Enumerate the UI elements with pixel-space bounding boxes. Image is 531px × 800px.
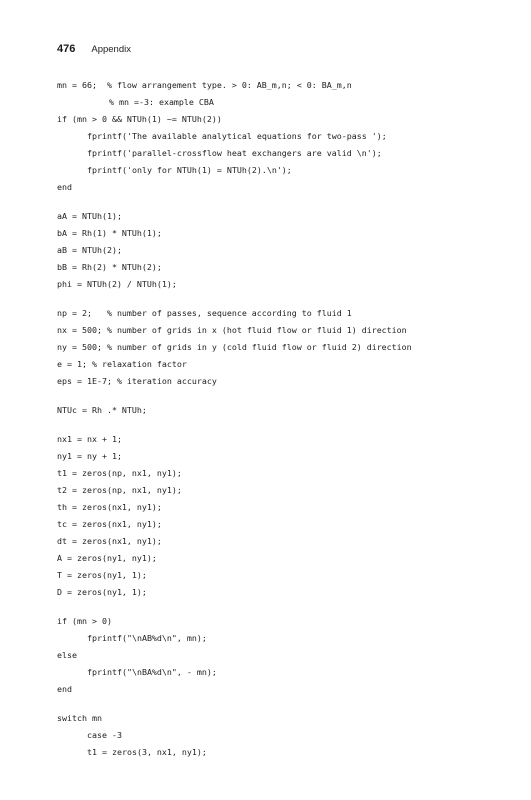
code-line: % mn =-3: example CBA [109,97,214,107]
code-line: phi = NTUh(2) / NTUh(1); [57,279,177,289]
code-line: aA = NTUh(1); [57,211,122,221]
code-line: np = 2; % number of passes, sequence according to fluid 1 [57,308,352,318]
code-line: nx1 = nx + 1; [57,434,122,444]
block-spacer [57,601,517,613]
code-line: eps = 1E-7; % iteration accuracy [57,376,217,386]
code-line: t2 = zeros(np, nx1, ny1); [57,485,182,495]
block-spacer [57,196,517,208]
block-spacer [57,419,517,431]
block-spacer [57,293,517,305]
code-line: if (mn > 0) [57,616,112,626]
running-head: Appendix [91,44,131,55]
code-line: tc = zeros(nx1, ny1); [57,519,162,529]
code-line: t1 = zeros(np, nx1, ny1); [57,468,182,478]
code-line: t1 = zeros(3, nx1, ny1); [87,747,207,757]
code-line: D = zeros(ny1, 1); [57,587,147,597]
code-line: fprintf('parallel-crossflow heat exchangers are valid \n'); [87,148,382,158]
code-line: e = 1; % relaxation factor [57,359,187,369]
code-line: mn = 66; % flow arrangement type. > 0: AB_m,n; < 0: BA_m,n [57,80,352,90]
code-line: fprintf('only for NTUh(1) = NTUh(2).\n'); [87,165,292,175]
code-line: NTUc = Rh .* NTUh; [57,405,147,415]
block-spacer [57,390,517,402]
code-line: ny = 500; % number of grids in y (cold fluid flow or fluid 2) direction [57,342,412,352]
code-line: ny1 = ny + 1; [57,451,122,461]
page-header [57,39,131,55]
block-spacer [57,698,517,710]
code-line: fprintf("\nBA%d\n", - mn); [87,667,217,677]
code-line: bB = Rh(2) * NTUh(2); [57,262,162,272]
code-line: bA = Rh(1) * NTUh(1); [57,228,162,238]
code-line: dt = zeros(nx1, ny1); [57,536,162,546]
code-listing [57,77,517,761]
code-line: end [57,182,72,192]
code-line: aB = NTUh(2); [57,245,122,255]
code-line: th = zeros(nx1, ny1); [57,502,162,512]
code-line: A = zeros(ny1, ny1); [57,553,157,563]
code-line: else [57,650,77,660]
code-line: T = zeros(ny1, 1); [57,570,147,580]
code-line: if (mn > 0 && NTUh(1) ~= NTUh(2)) [57,114,222,124]
code-line: end [57,684,72,694]
code-line: fprintf('The available analytical equations for two-pass '); [87,131,387,141]
code-line: fprintf("\nAB%d\n", mn); [87,633,207,643]
code-line: switch mn [57,713,102,723]
code-line: nx = 500; % number of grids in x (hot fluid flow or fluid 1) direction [57,325,407,335]
code-line: case -3 [87,730,122,740]
page-number: 476 [57,43,76,55]
